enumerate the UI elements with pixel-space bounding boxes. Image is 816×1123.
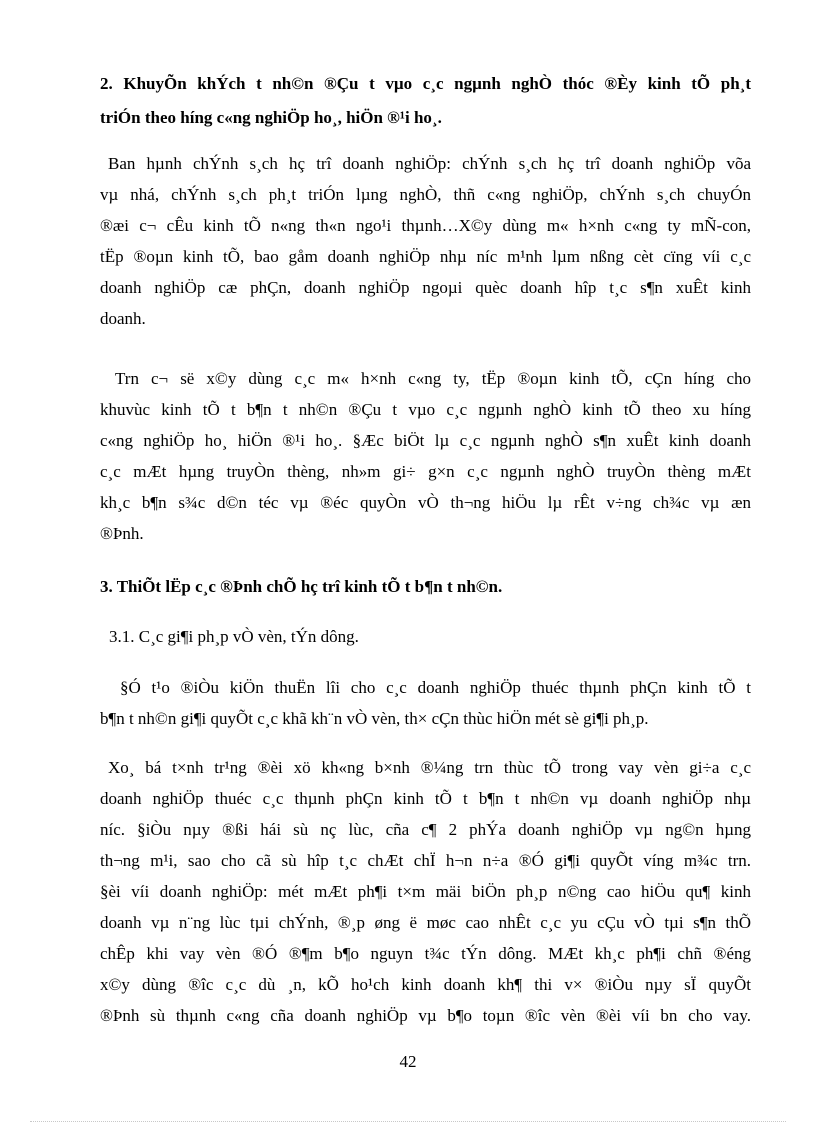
heading-line: 2. KhuyÕn khÝch t nh©n ®Çu t vµo c¸c ngµnh nghÒ thóc ®Èy kinh tÕ ph¸t — [100, 74, 751, 93]
paragraph-line: kh¸c b¶n s¾c d©n téc vµ ®éc quyÒn vÒ th¬ng hiÖu lµ rÊt v÷ng ch¾c vµ æn — [100, 493, 751, 512]
paragraph-line: doanh nghiÖp cæ phÇn, doanh nghiÖp ngoµi quèc doanh hîp t¸c s¶n xuÊt kinh — [100, 278, 751, 297]
paragraph-line: níc. §iÒu nµy ®ßi hái sù nç lùc, cña c¶ 2 phÝa doanh nghiÖp vµ ng©n hµng — [100, 820, 751, 839]
paragraph-line: Ban hµnh chÝnh s¸ch hç trî doanh nghiÖp: chÝnh s¸ch hç trî doanh nghiÖp võa — [108, 154, 751, 173]
paragraph-line: doanh. — [100, 309, 146, 328]
paragraph — [100, 752, 751, 1031]
paragraph-line: b¶n t nh©n gi¶i quyÕt c¸c khã kh¨n vÒ vèn, th× cÇn thùc hiÖn mét sè gi¶i ph¸p. — [100, 709, 649, 728]
paragraph-line: vµ nhá, chÝnh s¸ch ph¸t triÓn lµng nghÒ, thñ c«ng nghiÖp, chÝnh s¸ch chuyÓn — [100, 185, 751, 204]
paragraph — [100, 148, 751, 334]
paragraph-line: ®Þnh sù thµnh c«ng cña doanh nghiÖp vµ b¶o toµn ®îc vèn ®èi víi bn cho vay. — [100, 1006, 751, 1025]
paragraph-line: §Ó t¹o ®iÒu kiÖn thuËn lîi cho c¸c doanh nghiÖp thuéc thµnh phÇn kinh tÕ t — [120, 678, 751, 697]
paragraph-line: doanh vµ n¨ng lùc tµi chÝnh, ®¸p øng ë møc cao nhÊt c¸c yu cÇu vÒ tµi s¶n thÕ — [100, 913, 751, 932]
paragraph-line: Trn c¬ së x©y dùng c¸c m« h×nh c«ng ty, tËp ®oµn kinh tÕ, cÇn híng cho — [115, 369, 751, 388]
paragraph-line: c«ng nghiÖp ho¸ hiÖn ®¹i ho¸. §Æc biÖt lµ c¸c ngµnh nghÒ s¶n xuÊt kinh doanh — [100, 431, 751, 450]
paragraph-line: c¸c mÆt hµng truyÒn thèng, nh»m gi÷ g×n c¸c ngµnh nghÒ truyÒn thèng mÆt — [100, 462, 751, 481]
paragraph-line: chÊp khi vay vèn ®Ó ®¶m b¶o nguyn t¾c tÝn dông. MÆt kh¸c ph¶i chñ ®éng — [100, 944, 751, 963]
footer-divider — [30, 1121, 786, 1122]
paragraph-line: §èi víi doanh nghiÖp: mét mÆt ph¶i t×m mäi biÖn ph¸p n©ng cao hiÖu qu¶ kinh — [100, 882, 751, 901]
paragraph-line: khuvùc kinh tÕ t b¶n t nh©n ®Çu t vµo c¸c ngµnh nghÒ kinh tÕ theo xu híng — [100, 400, 751, 419]
subheading-line: 3.1. C¸c gi¶i ph¸p vÒ vèn, tÝn dông. — [109, 627, 359, 646]
section-heading-2 — [100, 68, 751, 133]
heading-line: 3. ThiÕt lËp c¸c ®Þnh chÕ hç trî kinh tÕ t b¶n t nh©n. — [100, 577, 503, 596]
paragraph-line: x©y dùng ®îc c¸c dù ¸n, kÕ ho¹ch kinh doanh kh¶ thi v× ®iÒu nµy sÏ quyÕt — [100, 975, 751, 994]
paragraph — [100, 363, 751, 549]
paragraph — [100, 672, 751, 734]
paragraph-line: Xo¸ bá t×nh tr¹ng ®èi xö kh«ng b×nh ®¼ng trn thùc tÕ trong vay vèn gi÷a c¸c — [108, 758, 751, 777]
subsection-heading — [109, 621, 760, 652]
paragraph-line: ®æi c¬ cÊu kinh tÕ n«ng th«n ngo¹i thµnh…X©y dùng m« h×nh c«ng ty mÑ-con, — [100, 216, 751, 235]
paragraph-line: th¬ng m¹i, sao cho cã sù hîp t¸c chÆt chÏ h¬n n÷a ®Ó gi¶i quyÕt víng m¾c trn. — [100, 851, 751, 870]
section-heading-3 — [100, 571, 751, 602]
paragraph-line: tËp ®oµn kinh tÕ, bao gåm doanh nghiÖp nhµ níc m¹nh lµm nßng cèt cïng víi c¸c — [100, 247, 751, 266]
paragraph-line: ®Þnh. — [100, 524, 144, 543]
heading-line: triÓn theo híng c«ng nghiÖp ho¸, hiÖn ®¹i ho¸. — [100, 108, 442, 127]
page-number: 42 — [399, 1052, 417, 1071]
paragraph-line: doanh nghiÖp thuéc c¸c thµnh phÇn kinh tÕ t b¶n t nh©n vµ doanh nghiÖp nhµ — [100, 789, 751, 808]
